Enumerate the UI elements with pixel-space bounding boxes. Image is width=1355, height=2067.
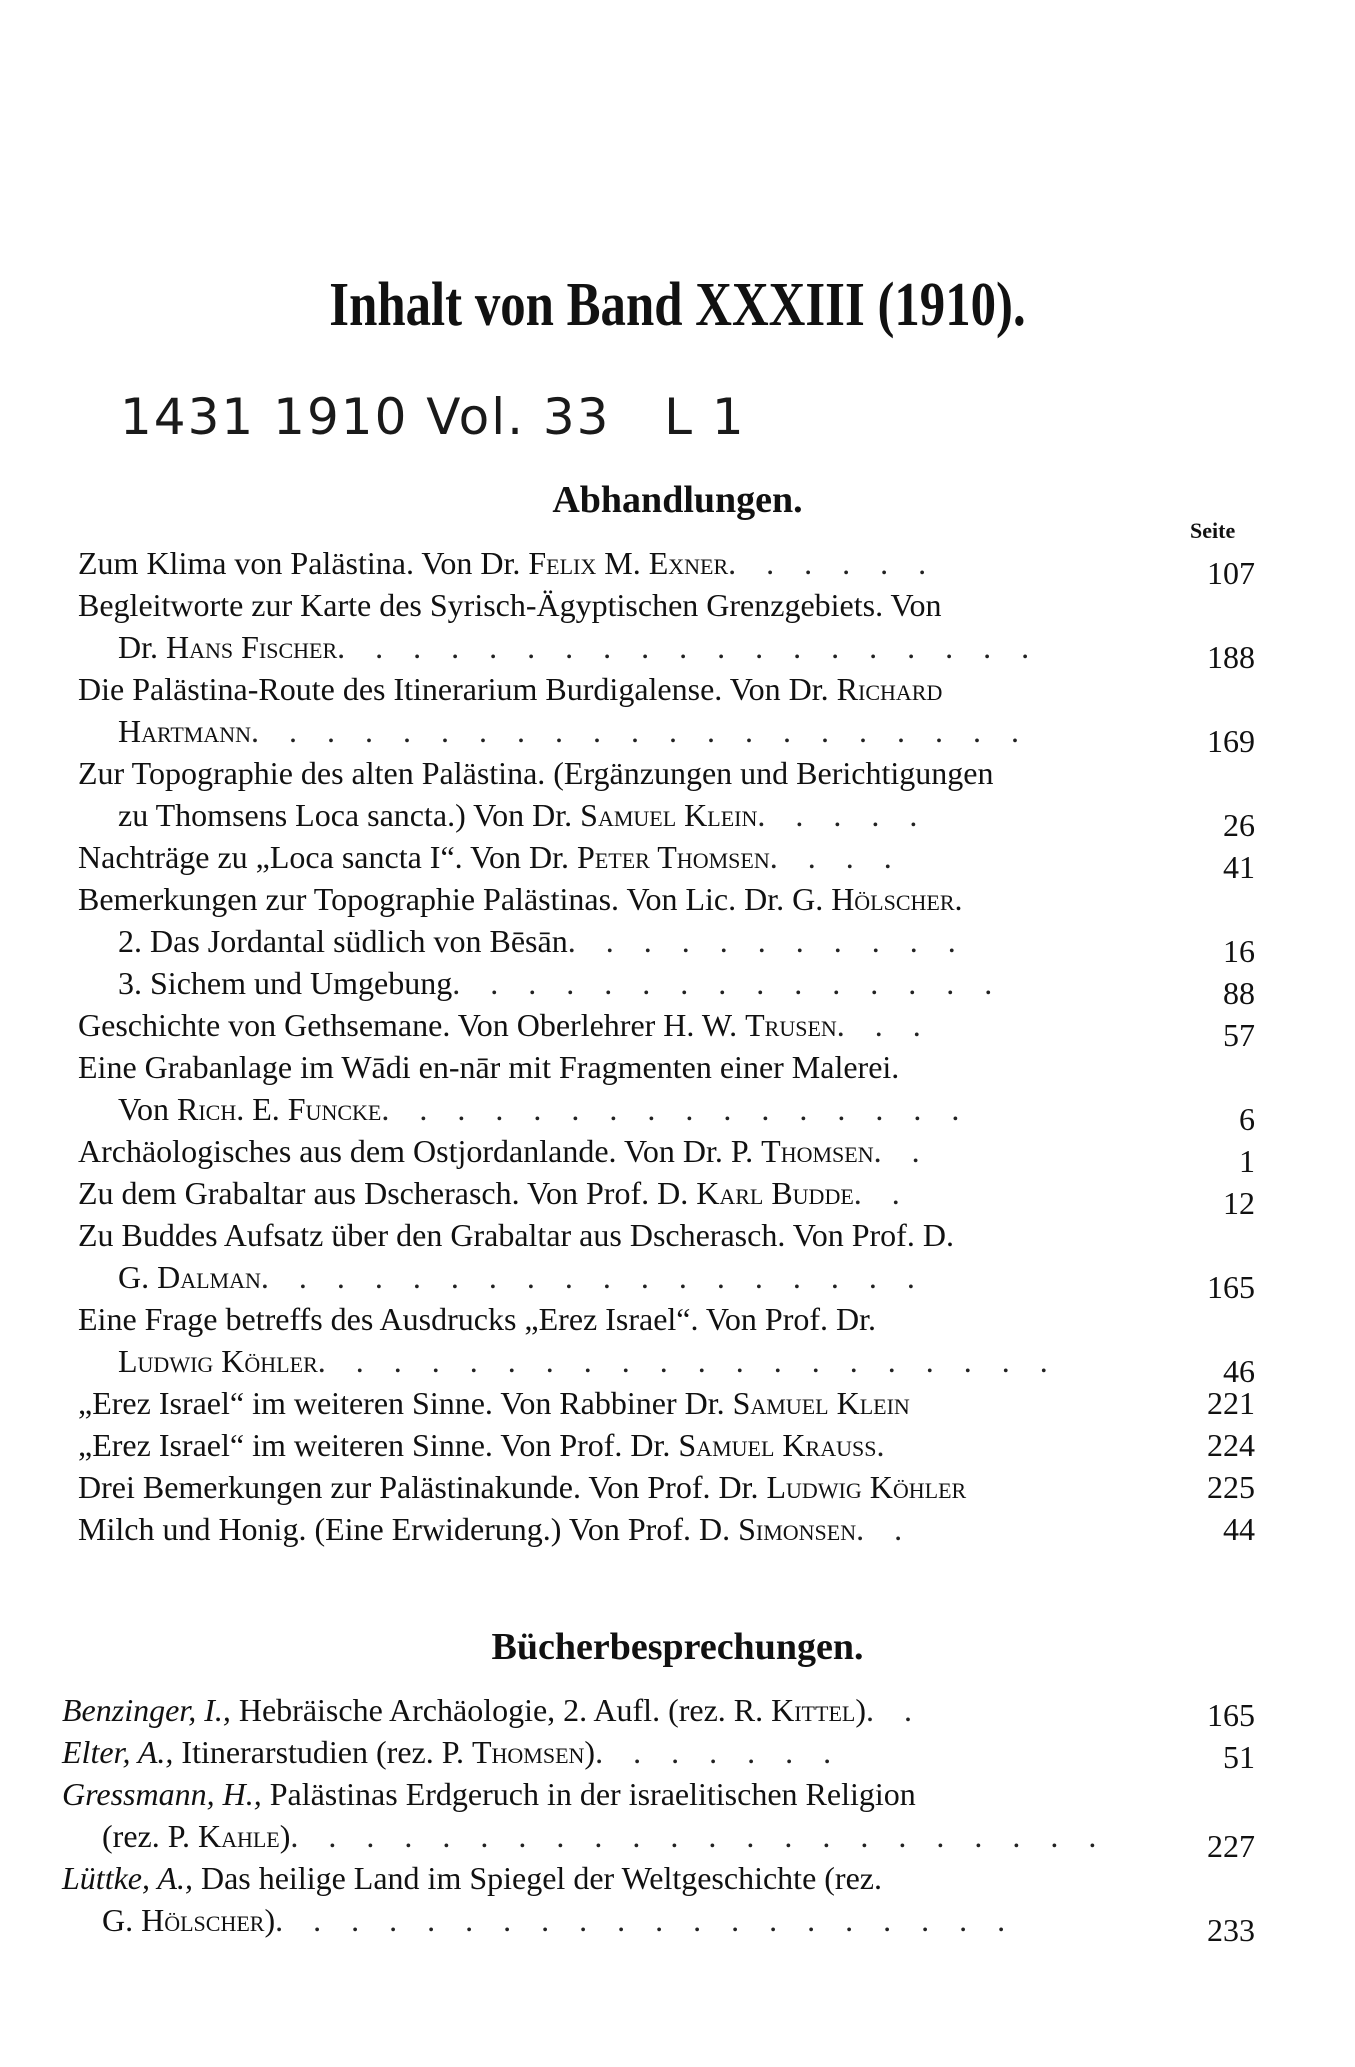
entry-author: Rich. E. Funcke — [176, 1091, 382, 1127]
entry-reviewer: Kahle — [197, 1818, 280, 1854]
handwritten-note: 1431 1910 Vol. 33 L 1 — [120, 388, 746, 446]
entry-author: Hartmann — [118, 713, 252, 749]
entry-text: Milch und Honig. (Eine Erwiderung.) Von Prof. D. — [78, 1511, 739, 1547]
entry-text: G. — [118, 1259, 158, 1295]
seite-label: Seite — [1190, 518, 1236, 543]
toc-entry-line — [78, 669, 942, 709]
page-number: 12 — [1223, 1185, 1255, 1221]
toc-entry-line: G. Hölscher). . . . . . . . . . . . . . . . . . . . — [102, 1902, 1017, 1938]
toc-entry-line — [78, 1047, 899, 1087]
entry-author: Samuel Krauss — [678, 1427, 877, 1463]
toc-entry-line: 3. Sichem und Umgebung. . . . . . . . . . . . . . . — [118, 965, 1004, 1001]
entry-text: Palästinas Erdgeruch in der israelitischen Religion — [261, 1776, 916, 1812]
toc-entry-line: Zum Klima von Palästina. Von Dr. Felix M. Exner. . . . . . — [78, 545, 938, 581]
toc-entry-line: Hartmann. . . . . . . . . . . . . . . . . . . . . — [118, 713, 1031, 749]
entry-text: „Erez Israel“ im weiteren Sinne. Von Prof. Dr. — [78, 1427, 679, 1463]
page-number: 165 — [1207, 1269, 1255, 1305]
entry-author: Richard — [836, 671, 943, 707]
toc-entry-line: zu Thomsens Loca sancta.) Von Dr. Samuel Klein. . . . . — [118, 797, 929, 833]
entry-text: Zum Klima von Palästina. Von Dr. — [78, 545, 529, 581]
entry-text: Von — [118, 1091, 177, 1127]
toc-entry-line: Geschichte von Gethsemane. Von Oberlehrer H. W. Trusen. . . — [78, 1007, 932, 1043]
entry-text: Eine Frage betreffs des Ausdrucks „Erez Israel“. Von Prof. Dr. — [78, 1301, 876, 1337]
toc-entry-line — [78, 1215, 954, 1255]
page-number: 88 — [1223, 975, 1255, 1011]
entry-author: Thomsen — [761, 1133, 874, 1169]
entry-author: Samuel Klein — [732, 1385, 910, 1421]
entry-text: Archäologisches aus dem Ostjordanlande. Von Dr. P. — [78, 1133, 762, 1169]
toc-entry-line: Zu dem Grabaltar aus Dscherasch. Von Prof. D. Karl Budde. . — [78, 1175, 911, 1211]
page-number: 46 — [1223, 1353, 1255, 1389]
entry-author: Ludwig Köhler — [766, 1469, 967, 1505]
toc-entry-line — [78, 585, 941, 625]
entry-text: Eine Grabanlage im Wādi en-nār mit Fragmenten einer Malerei. — [78, 1049, 900, 1085]
page-title: Inhalt von Band XXXIII (1910). — [329, 271, 1026, 339]
entry-reviewer: Thomsen — [471, 1734, 585, 1770]
entry-author: Lüttke, A., — [62, 1860, 193, 1896]
toc-entry-line: G. Dalman. . . . . . . . . . . . . . . . . . — [118, 1259, 926, 1295]
toc-entry-line: Nachträge zu „Loca sancta I“. Von Dr. Peter Thomsen. . . . — [78, 839, 903, 875]
toc-entry-line — [62, 1774, 916, 1814]
entry-text: Begleitworte zur Karte des Syrisch-Ägyptischen Grenzgebiets. Von — [78, 587, 942, 623]
page-number: 26 — [1223, 807, 1255, 843]
entry-reviewer: Kittel — [771, 1692, 856, 1728]
entry-text: Drei Bemerkungen zur Palästinakunde. Von Prof. Dr. — [78, 1469, 767, 1505]
page-number: 233 — [1207, 1912, 1255, 1948]
toc-entry-line: Benzinger, I., Hebräische Archäologie, 2. Aufl. (rez. R. Kittel). . — [62, 1692, 923, 1728]
entry-text: ) — [264, 1902, 276, 1938]
page-number: 225 — [1207, 1469, 1255, 1505]
entry-text: zu Thomsens Loca sancta.) Von Dr. — [118, 797, 581, 833]
entry-text: Zu Buddes Aufsatz über den Grabaltar aus Dscherasch. Von Prof. D. — [78, 1217, 954, 1253]
page-number: 51 — [1223, 1739, 1255, 1775]
entry-text: G. — [102, 1902, 142, 1938]
entry-author: Ludwig Köhler — [118, 1343, 318, 1379]
toc-entry-line — [62, 1858, 882, 1898]
entry-author: Hans Fischer — [166, 629, 338, 665]
entry-text: ) — [279, 1818, 291, 1854]
toc-entry-line: Dr. Hans Fischer. . . . . . . . . . . . . . . . . . . — [118, 629, 1041, 665]
section-heading-buecherbesprechungen: Bücherbesprechungen. — [491, 1626, 864, 1668]
entry-author: Karl Budde — [696, 1175, 854, 1211]
toc-entry-line: „Erez Israel“ im weiteren Sinne. Von Prof. Dr. Samuel Krauss. — [78, 1427, 896, 1463]
toc-entry-line — [78, 1467, 966, 1507]
page-number: 169 — [1207, 723, 1255, 759]
entry-text: Hebräische Archäologie, 2. Aufl. (rez. R. — [230, 1692, 772, 1728]
entry-text: Zur Topographie des alten Palästina. (Ergänzungen und Berichtigungen — [78, 755, 994, 791]
entry-text: „Erez Israel“ im weiteren Sinne. Von Rabbiner Dr. — [78, 1385, 733, 1421]
page-number: 6 — [1239, 1101, 1255, 1137]
entry-text: Dr. — [118, 629, 166, 665]
entry-text: Das heilige Land im Spiegel der Weltgeschichte (rez. — [192, 1860, 882, 1896]
page-number: 16 — [1223, 933, 1255, 969]
page-number: 221 — [1207, 1385, 1255, 1421]
page-number: 44 — [1223, 1511, 1255, 1547]
page-number: 224 — [1207, 1427, 1255, 1463]
entry-author: Elter, A., — [62, 1734, 174, 1770]
entry-author: Felix M. Exner — [528, 545, 729, 581]
entry-author: Trusen — [745, 1007, 837, 1043]
toc-entry-line: Milch und Honig. (Eine Erwiderung.) Von Prof. D. Simonsen. . — [78, 1511, 914, 1547]
entry-author: Gressmann, H., — [62, 1776, 262, 1812]
toc-entry-line: (rez. P. Kahle). . . . . . . . . . . . . . . . . . . . . . — [102, 1818, 1108, 1854]
entry-text: 2. Das Jordantal südlich von Bēsān — [118, 923, 568, 959]
toc-entry-line: Von Rich. E. Funcke. . . . . . . . . . . . . . . . — [118, 1091, 971, 1127]
entry-text: ) — [855, 1692, 866, 1728]
entry-text: (rez. P. — [102, 1818, 198, 1854]
page-number: 227 — [1207, 1828, 1255, 1864]
entry-reviewer: Hölscher — [141, 1902, 265, 1938]
section-heading-abhandlungen: Abhandlungen. — [552, 479, 803, 521]
page-number: 1 — [1239, 1143, 1255, 1179]
page-number: 41 — [1223, 849, 1255, 885]
entry-author: Dalman — [157, 1259, 261, 1295]
toc-entry-line: 2. Das Jordantal südlich von Bēsān. . . . . . . . . . . — [118, 923, 967, 959]
entry-text: Zu dem Grabaltar aus Dscherasch. Von Prof. D. — [78, 1175, 697, 1211]
entry-text: Nachträge zu „Loca sancta I“. Von Dr. — [78, 839, 578, 875]
toc-entry-line — [78, 753, 993, 793]
page-number: 107 — [1207, 555, 1255, 591]
entry-author: Benzinger, I., — [62, 1692, 231, 1728]
toc-entry-line: Elter, A., Itinerarstudien (rez. P. Thomsen). . . . . . . — [62, 1734, 843, 1770]
toc-entry-line — [78, 1383, 910, 1423]
entry-author: Hölscher. — [831, 881, 963, 917]
toc-entry-line: Archäologisches aus dem Ostjordanlande. Von Dr. P. Thomsen. . — [78, 1133, 931, 1169]
entry-text: Die Palästina-Route des Itinerarium Burdigalense. Von Dr. — [78, 671, 837, 707]
page-number: 57 — [1223, 1017, 1255, 1053]
entry-author: Simonsen — [738, 1511, 857, 1547]
entry-text: Bemerkungen zur Topographie Palästinas. Von Lic. Dr. G. — [78, 881, 832, 917]
entry-author: Peter Thomsen — [577, 839, 770, 875]
entry-text: 3. Sichem und Umgebung — [118, 965, 453, 1001]
toc-entry-line — [78, 1299, 876, 1339]
page-number: 165 — [1207, 1697, 1255, 1733]
entry-text: Geschichte von Gethsemane. Von Oberlehrer H. W. — [78, 1007, 746, 1043]
toc-entry-line: Ludwig Köhler. . . . . . . . . . . . . . . . . . . . — [118, 1343, 1059, 1379]
page-number: 188 — [1207, 639, 1255, 675]
entry-author: Samuel Klein — [580, 797, 758, 833]
toc-entry-line — [78, 879, 963, 919]
entry-text: Itinerarstudien (rez. P. — [173, 1734, 472, 1770]
entry-text: ) — [584, 1734, 596, 1770]
